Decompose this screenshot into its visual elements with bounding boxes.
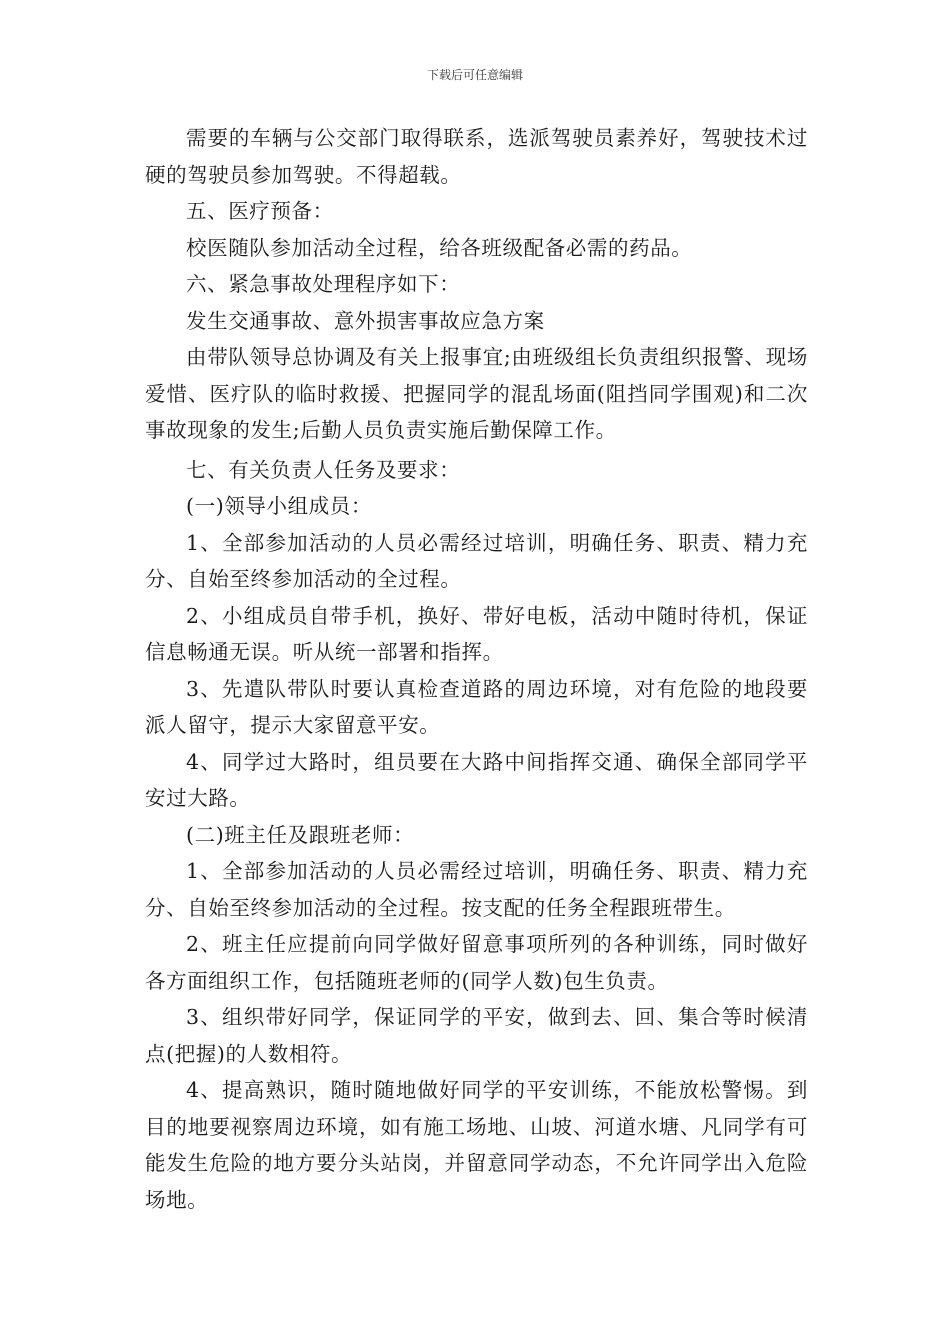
leadership-item-4: 4、同学过大路时，组员要在大路中间指挥交通、确保全部同学平安过大路。 <box>145 749 808 810</box>
teachers-item-4: 4、提高熟识，随时随地做好同学的平安训练，不能放松警惕。到目的地要视察周边环境，如有施工场地、山坡、河道水塘、凡同学有可能发生危险的地方要分头站岗，并留意同学动态，不允许同学出入危险场地。 <box>145 1078 808 1212</box>
leadership-item-2: 2、小组成员自带手机，换好、带好电板，活动中随时待机，保证信息畅通无误。听从统一部署和指挥。 <box>145 603 808 664</box>
teachers-item-2: 2、班主任应提前向同学做好留意事项所列的各种训练，同时做好各方面组织工作，包括随班老师的(同学人数)包生负责。 <box>145 932 808 993</box>
subheading-teachers: (二)班主任及跟班老师： <box>186 822 415 847</box>
leadership-item-3: 3、先遣队带队时要认真检查道路的周边环境，对有危险的地段要派人留守，提示大家留意平安。 <box>145 676 808 737</box>
teachers-item-3: 3、组织带好同学，保证同学的平安，做到去、回、集合等时候清点(把握)的人数相符。 <box>145 1005 808 1066</box>
leadership-item-1: 1、全部参加活动的人员必需经过培训，明确任务、职责、精力充分、自始至终参加活动的全过程。 <box>145 530 808 591</box>
paragraph-medical: 校医随队参加活动全过程，给各班级配备必需的药品。 <box>186 235 693 260</box>
subheading-leadership: (一)领导小组成员： <box>186 494 372 518</box>
page-header: 下载后可任意编辑 <box>426 68 523 82</box>
paragraph-vehicles: 需要的车辆与公交部门取得联系，选派驾驶员素养好，驾驶技术过硬的驾驶员参加驾驶。不得超载。 <box>145 126 808 187</box>
heading-medical: 五、医疗预备： <box>186 199 334 223</box>
heading-emergency: 六、紧急事故处理程序如下： <box>186 272 461 296</box>
document-body <box>145 120 808 1218</box>
paragraph-emergency-plan: 发生交通事故、意外损害事故应急方案 <box>186 308 545 333</box>
teachers-item-1: 1、全部参加活动的人员必需经过培训，明确任务、职责、精力充分、自始至终参加活动的全过程。按支配的任务全程跟班带生。 <box>145 859 808 920</box>
heading-responsibilities: 七、有关负责人任务及要求： <box>186 457 461 482</box>
paragraph-emergency-procedure: 由带队领导总协调及有关上报事宜;由班级组长负责组织报警、现场爱惜、医疗队的临时救援、把握同学的混乱场面(阻挡同学围观)和二次事故现象的发生;后勤人员负责实施后勤保障工作。 <box>145 345 808 442</box>
